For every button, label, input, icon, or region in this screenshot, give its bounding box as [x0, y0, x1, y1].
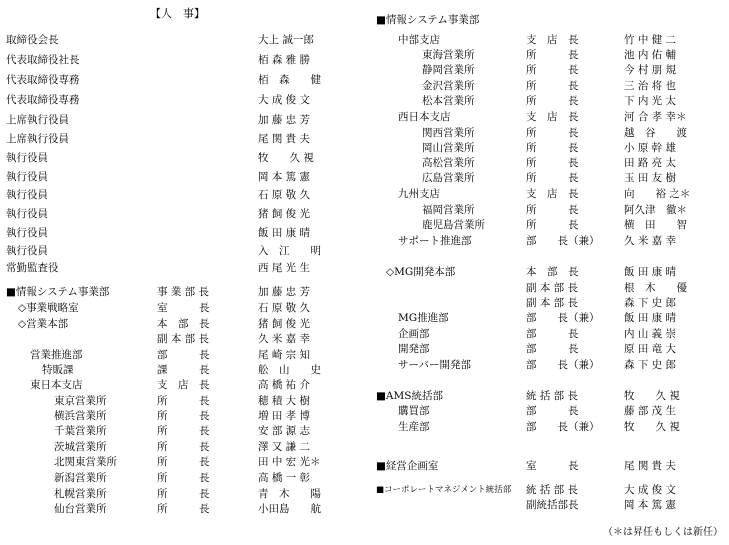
- division-row: [368, 141, 726, 156]
- role-title: 支 店 長: [526, 34, 579, 46]
- person-name: 向 裕 之＊: [624, 188, 691, 200]
- person-name: 田 路 亮 太: [624, 157, 677, 169]
- role-title: 所 長: [526, 157, 579, 169]
- executive-row: [6, 73, 356, 88]
- person-name: 久 米 嘉 幸: [258, 333, 311, 345]
- division-row: [368, 187, 726, 202]
- role-title: 所 長: [526, 219, 579, 231]
- role-title: 室 長: [526, 460, 579, 472]
- person-name: 飯 田 康 晴: [624, 266, 677, 278]
- division-row: [368, 265, 726, 280]
- unit-name: 千葉営業所: [54, 425, 107, 437]
- division-row: [0, 424, 360, 439]
- unit-name: MG推進部: [398, 312, 449, 324]
- person-name: 森 下 史 郎: [624, 359, 677, 371]
- division-row: [0, 348, 360, 363]
- unit-name: 東海営業所: [422, 49, 475, 61]
- executive-row: [6, 113, 356, 128]
- role-title: 所 長: [157, 410, 210, 422]
- executive-name: 大上 誠一郎: [258, 34, 314, 46]
- division-row: [368, 281, 726, 296]
- division-row: [0, 440, 360, 455]
- unit-name: 北関東営業所: [54, 456, 117, 468]
- division-row: [0, 378, 360, 393]
- unit-name: 九州支店: [398, 188, 440, 200]
- unit-name: 東京営業所: [54, 395, 107, 407]
- division-row: [368, 110, 726, 125]
- division-row: [368, 404, 726, 419]
- person-name: 安 部 源 志: [258, 425, 311, 437]
- unit-name: ◇MG開発本部: [386, 266, 456, 278]
- division-row: [0, 317, 360, 332]
- person-name: 越 谷 渡: [624, 127, 687, 139]
- role-title: 事 業 部 長: [157, 286, 210, 298]
- role-title: 課 長: [157, 364, 210, 376]
- executive-title: 代表取締役専務: [6, 94, 80, 106]
- unit-name: 松本営業所: [422, 95, 475, 107]
- role-title: 支 店 長: [157, 379, 210, 391]
- unit-name: 静岡営業所: [422, 64, 475, 76]
- executive-title: 執行役員: [6, 245, 48, 257]
- person-name: 牧 久 視: [624, 390, 680, 402]
- role-title: 部 長（兼）: [526, 235, 600, 247]
- page-title: 【人 事】: [150, 7, 205, 20]
- executive-title: 執行役員: [6, 171, 48, 183]
- division-row: [0, 332, 360, 347]
- person-name: 池 内 佑 輔: [624, 49, 677, 61]
- division-row: [368, 498, 726, 513]
- person-name: 横 田 智: [624, 219, 687, 231]
- person-name: 玉 田 友 樹: [624, 172, 677, 184]
- executive-title: 上席執行役員: [6, 133, 69, 145]
- unit-name: 茨城営業所: [54, 441, 107, 453]
- division-row: [368, 79, 726, 94]
- role-title: 統 括 部 長: [526, 484, 579, 496]
- division-row: [368, 33, 726, 48]
- person-name: 高 橋 一 彰: [258, 472, 311, 484]
- role-title: 統 括 部 長: [526, 390, 579, 402]
- unit-name: ■コーポレートマネジメント統括部: [376, 485, 512, 495]
- role-title: 部 長: [157, 349, 210, 361]
- role-title: 所 長: [526, 142, 579, 154]
- division-row: [368, 94, 726, 109]
- person-name: 竹 中 健 二: [624, 34, 677, 46]
- unit-name: 高松営業所: [422, 157, 475, 169]
- role-title: 所 長: [526, 172, 579, 184]
- executive-title: 代表取締役専務: [6, 74, 80, 86]
- person-name: 岡 本 篤 憲: [624, 499, 677, 511]
- person-name: 内 山 義 崇: [624, 328, 677, 340]
- executive-title: 取締役会長: [6, 34, 59, 46]
- executive-row: [6, 151, 356, 166]
- division-row: [0, 455, 360, 470]
- role-title: 部 長: [526, 328, 579, 340]
- person-name: 尾 崎 宗 知: [258, 349, 311, 361]
- unit-name: 企画部: [398, 328, 430, 340]
- role-title: 部 長: [526, 405, 579, 417]
- person-name: 下 内 光 太: [624, 95, 677, 107]
- unit-name: 生産部: [398, 421, 430, 433]
- executive-name: 飯 田 康 晴: [258, 227, 311, 239]
- role-title: 所 長: [526, 80, 579, 92]
- person-name: 原 田 竜 大: [624, 343, 677, 355]
- person-name: 大 成 俊 文: [624, 484, 677, 496]
- division-row: [368, 459, 726, 474]
- unit-name: 新潟営業所: [54, 472, 107, 484]
- role-title: 部 長（兼）: [526, 359, 600, 371]
- executive-row: [6, 132, 356, 147]
- unit-name: 特販課: [42, 364, 74, 376]
- person-name: 小 原 幹 雄: [624, 142, 677, 154]
- executive-row: [6, 188, 356, 203]
- executive-row: [6, 93, 356, 108]
- division-row: [0, 285, 360, 300]
- division-row: [368, 327, 726, 342]
- role-title: 所 長: [157, 472, 210, 484]
- person-name: 舩 山 史: [258, 364, 321, 376]
- unit-name: ■AMS統括部: [376, 390, 443, 402]
- role-title: 支 店 長: [526, 111, 579, 123]
- division-row: [368, 420, 726, 435]
- role-title: 部 長: [526, 343, 579, 355]
- role-title: 副 本 部 長: [526, 282, 579, 294]
- executive-name: 猪 飼 俊 光: [258, 208, 311, 220]
- executive-row: [6, 33, 356, 48]
- role-title: 所 長: [157, 425, 210, 437]
- unit-name: 営業推進部: [30, 349, 83, 361]
- person-name: 澤 又 謙 二: [258, 441, 311, 453]
- executive-row: [6, 261, 356, 276]
- unit-name: 広島営業所: [422, 172, 475, 184]
- executive-row: [6, 226, 356, 241]
- division-row: [368, 171, 726, 186]
- role-title: 所 長: [157, 395, 210, 407]
- division-row: [0, 487, 360, 502]
- role-title: 本 部 長: [157, 318, 210, 330]
- division-row: [368, 234, 726, 249]
- person-name: 牧 久 視: [624, 421, 680, 433]
- division-row: [368, 126, 726, 141]
- executive-name: 石 原 敬 久: [258, 189, 311, 201]
- unit-name: 福岡営業所: [422, 204, 475, 216]
- unit-name: サポート推進部: [398, 235, 472, 247]
- division-row: [368, 311, 726, 326]
- role-title: 本 部 長: [526, 266, 579, 278]
- role-title: 支 店 長: [526, 188, 579, 200]
- executive-name: 牧 久 視: [258, 152, 314, 164]
- unit-name: 関西営業所: [422, 127, 475, 139]
- unit-name: 岡山営業所: [422, 142, 475, 154]
- executive-name: 加 藤 忠 芳: [258, 114, 311, 126]
- division-row: [368, 48, 726, 63]
- executive-name: 栢 森 雅 勝: [258, 54, 311, 66]
- person-name: 青 木 陽: [258, 488, 321, 500]
- division-row: [368, 203, 726, 218]
- division-row: [368, 483, 726, 498]
- executive-title: 執行役員: [6, 189, 48, 201]
- executive-name: 入 江 明: [258, 245, 321, 257]
- person-name: 根 木 優: [624, 282, 687, 294]
- executive-title: 執行役員: [6, 208, 48, 220]
- footnote: （＊は昇任もしくは新任）: [603, 527, 723, 538]
- unit-name: 西日本支店: [398, 111, 451, 123]
- person-name: 石 原 敬 久: [258, 302, 311, 314]
- person-name: 猪 飼 俊 光: [258, 318, 311, 330]
- executive-title: 上席執行役員: [6, 114, 69, 126]
- executive-name: 栢 森 健: [258, 74, 321, 86]
- role-title: 副 本 部 長: [157, 333, 210, 345]
- unit-name: 仙台営業所: [54, 503, 107, 515]
- executive-title: 代表取締役社長: [6, 54, 80, 66]
- unit-name: 中部支店: [398, 34, 440, 46]
- role-title: 所 長: [526, 49, 579, 61]
- role-title: 所 長: [157, 456, 210, 468]
- role-title: 所 長: [526, 204, 579, 216]
- executive-name: 西 尾 光 生: [258, 262, 311, 274]
- person-name: 飯 田 康 晴: [624, 312, 677, 324]
- role-title: 副 本 部 長: [526, 297, 579, 309]
- division-row: [368, 156, 726, 171]
- division-row: [0, 363, 360, 378]
- person-name: 今 村 朋 規: [624, 64, 677, 76]
- role-title: 所 長: [526, 64, 579, 76]
- unit-name: ◇事業戦略室: [18, 302, 79, 314]
- person-name: 阿久津 徹＊: [624, 204, 687, 216]
- division-row: [0, 301, 360, 316]
- executive-title: 執行役員: [6, 227, 48, 239]
- role-title: 所 長: [526, 127, 579, 139]
- division-row: [368, 63, 726, 78]
- division-row: [0, 471, 360, 486]
- person-name: 田 中 宏 光＊: [258, 456, 321, 468]
- division-row: [368, 342, 726, 357]
- executive-row: [6, 170, 356, 185]
- person-name: 尾 関 貴 夫: [624, 460, 677, 472]
- executive-row: [6, 244, 356, 259]
- division-row: [368, 358, 726, 373]
- person-name: 加 藤 忠 芳: [258, 286, 311, 298]
- division-row: [368, 13, 726, 28]
- unit-name: ■経営企画室: [376, 460, 439, 472]
- executive-title: 常勤監査役: [6, 262, 59, 274]
- role-title: 所 長: [157, 441, 210, 453]
- person-name: 久 米 嘉 幸: [624, 235, 677, 247]
- person-name: 藤 部 茂 生: [624, 405, 677, 417]
- executive-title: 執行役員: [6, 152, 48, 164]
- division-row: [0, 394, 360, 409]
- person-name: 森 下 史 郎: [624, 297, 677, 309]
- unit-name: サーバー開発部: [398, 359, 471, 371]
- unit-name: 札幌営業所: [54, 488, 107, 500]
- person-name: 小田島 航: [258, 503, 321, 515]
- division-row: [0, 502, 360, 517]
- executive-name: 岡 本 篤 憲: [258, 171, 311, 183]
- unit-name: 金沢営業所: [422, 80, 475, 92]
- role-title: 所 長: [526, 95, 579, 107]
- person-name: 三 治 将 也: [624, 80, 677, 92]
- role-title: 室 長: [157, 302, 210, 314]
- division-row: [368, 218, 726, 233]
- division-row: [0, 409, 360, 424]
- unit-name: 購買部: [398, 405, 430, 417]
- executive-row: [6, 207, 356, 222]
- executive-name: 大 成 俊 文: [258, 94, 311, 106]
- executive-row: [6, 53, 356, 68]
- unit-name: 開発部: [398, 343, 430, 355]
- role-title: 部 長（兼）: [526, 312, 600, 324]
- unit-name: 鹿児島営業所: [422, 219, 485, 231]
- unit-name: ■情報システム事業部: [376, 14, 480, 26]
- role-title: 所 長: [157, 503, 210, 515]
- role-title: 副統括部長: [526, 499, 579, 511]
- role-title: 所 長: [157, 488, 210, 500]
- unit-name: ◇営業本部: [18, 318, 69, 330]
- person-name: 穂 積 大 樹: [258, 395, 311, 407]
- unit-name: ■情報システム事業部: [6, 286, 110, 298]
- unit-name: 横浜営業所: [54, 410, 107, 422]
- person-name: 増 田 孝 博: [258, 410, 311, 422]
- division-row: [368, 389, 726, 404]
- person-name: 河 合 孝 幸＊: [624, 111, 687, 123]
- division-row: [368, 296, 726, 311]
- role-title: 部 長（兼）: [526, 421, 600, 433]
- executive-name: 尾 関 貴 夫: [258, 133, 311, 145]
- unit-name: 東日本支店: [30, 379, 83, 391]
- person-name: 高 橋 祐 介: [258, 379, 311, 391]
